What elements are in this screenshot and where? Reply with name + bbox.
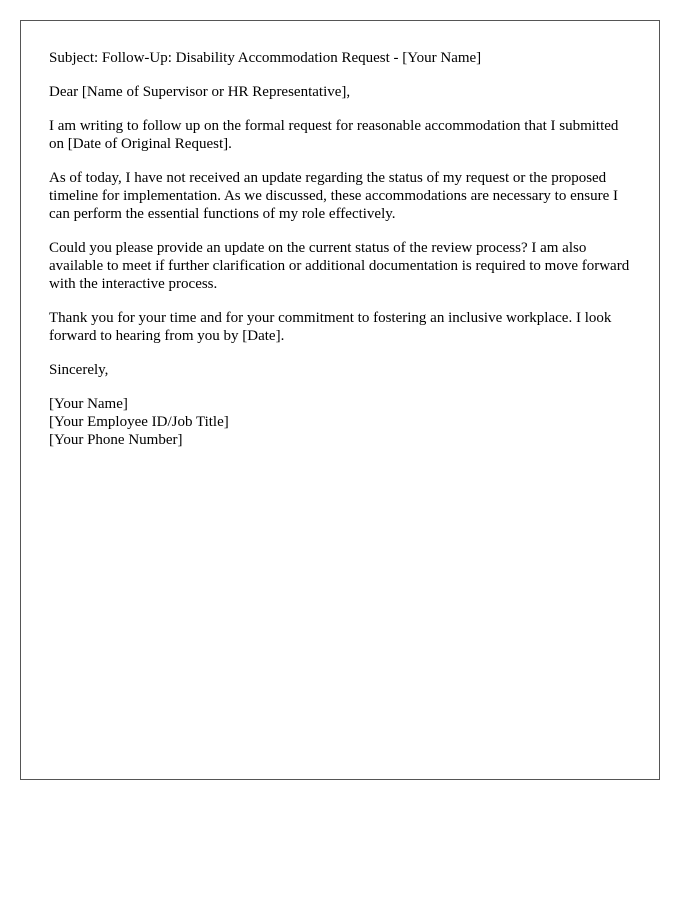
letter-paragraph-4: Thank you for your time and for your commitment to fostering an inclusive workplace. I look forward to hearing from you by [Date]. [49,310,612,344]
letter-salutation: Dear [Name of Supervisor or HR Representative], [49,84,351,100]
letter-page [20,20,660,780]
letter-closing: Sincerely, [49,362,109,378]
letter-paragraph-2: As of today, I have not received an update regarding the status of my request or the proposed timeline for implementation. As we discussed, these accommodations are necessary to ensure I can perform the essential functions of my role effectively. [49,170,618,222]
signature-title: [Your Employee ID/Job Title] [49,414,229,430]
signature-phone: [Your Phone Number] [49,432,183,448]
signature-name: [Your Name] [49,396,128,412]
letter-paragraph-1: I am writing to follow up on the formal request for reasonable accommodation that I submitted on [Date of Original Request]. [49,118,619,152]
signature-block [49,395,633,449]
letter-paragraph-3: Could you please provide an update on the current status of the review process? I am also available to meet if further clarification or additional documentation is required to move forward with the interactive process. [49,240,630,292]
letter-body [49,49,633,449]
letter-subject: Subject: Follow-Up: Disability Accommodation Request - [Your Name] [49,50,482,66]
